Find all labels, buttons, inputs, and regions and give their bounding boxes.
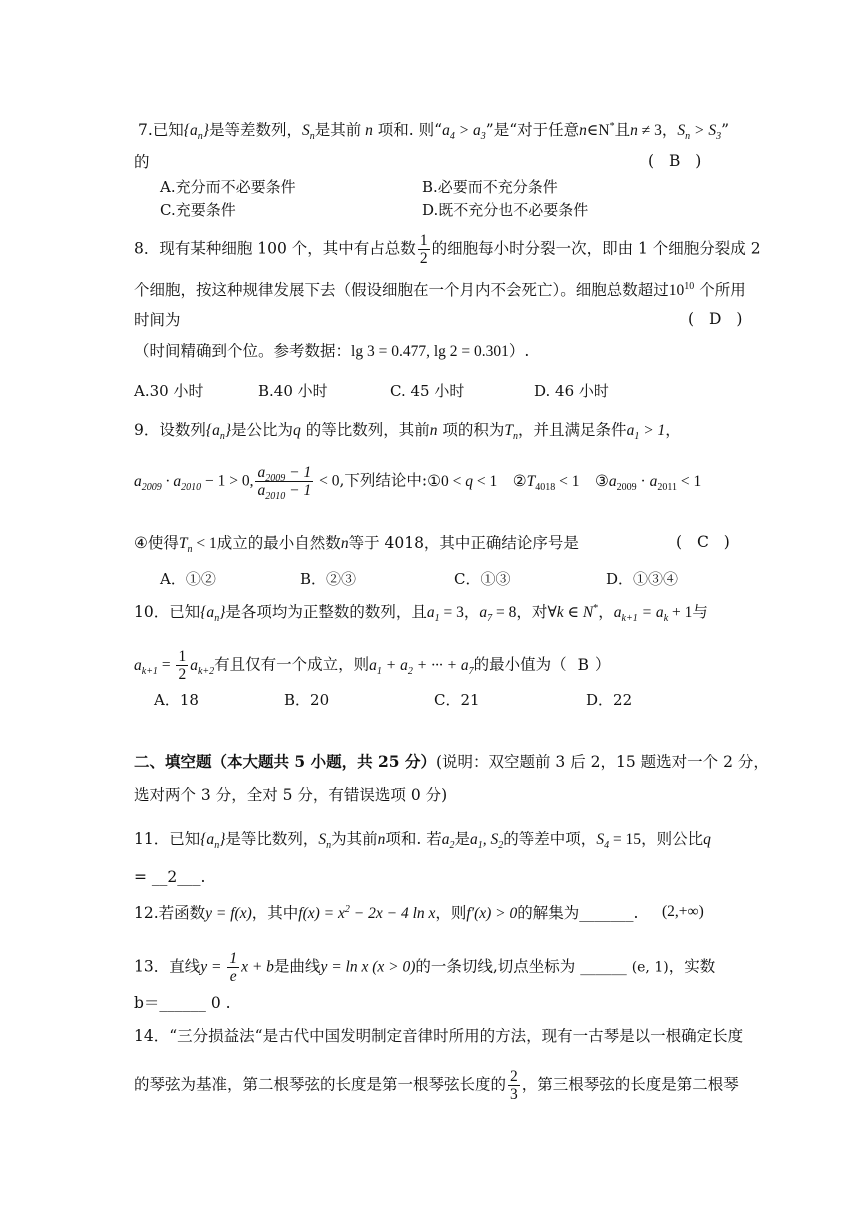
q10-option-c: C．21 [434, 691, 480, 709]
section-2-heading-line [134, 752, 769, 772]
q10-option-a: A．18 [154, 691, 199, 709]
section-2-note-2: 选对两个 3 分，全对 5 分，有错误选项 0 分) [134, 786, 448, 804]
q14-line-1: 14．“三分损益法“是古代中国发明制定音律时所用的方法，现有一古琴是以一根确定长度 [134, 1027, 744, 1045]
q8-option-d: D. 46 小时 [534, 382, 609, 400]
q9-line-1: 9．设数列$\{a_n\}$是公比为q 的等比数列，其前n 项的积为$T_n$，并且满足条件$a_1 > 1$， [134, 421, 681, 443]
q7-option-d: D.既不充分也不必要条件 [422, 201, 589, 219]
q8-option-b: B.40 小时 [258, 382, 328, 400]
q8-option-c: C. 45 小时 [390, 382, 465, 400]
q11-line-2: = __2___. [134, 868, 206, 886]
q9-line-3: ④使得$T_n < 1$成立的最小自然数n等于 4018，其中正确结论序号是 [134, 534, 579, 556]
q8-line-2: 个细胞，按这种规律发展下去（假设细胞在一个月内不会死亡）。细胞总数超过$10^{10}$ 个所用 [134, 280, 746, 299]
q7-option-b: B.必要而不充分条件 [422, 178, 558, 196]
q8-answer: ( D ) [688, 310, 743, 328]
q7-option-c: C.充要条件 [160, 201, 236, 219]
q7-line-1: 7.已知$\{a_n\}$是等差数列，$S_n$是其前 n 项和. 则“$a_4 > a_3$”是“对于任意n∈N*且n ≠ 3，$S_n > S_3$” [138, 120, 730, 143]
fraction-ratio: $\frac{a_{2009} - 1}{a_{2010} - 1}$ [257, 464, 312, 503]
section-2-note: (说明：双空题前 3 后 2，15 题选对一个 2 分， [435, 753, 769, 771]
q9-option-d: D．①③④ [606, 570, 679, 588]
q9-line-2: $a_{2009} \cdot a_{2010} - 1 > 0$, $\frac{a_{2009} - 1}{a_{2010} - 1}$ < 0,下列结论中:①0 < q < 1 $②T_{4018} < 1$ $③a_{2009} \cdot a_{2011} < 1$ [134, 464, 702, 503]
q13-answer-1: (e, 1) [631, 959, 669, 976]
q9-option-c: C．①③ [454, 570, 511, 588]
fraction-one-half: $\frac{1}{2}$ [178, 648, 187, 683]
q13-line-2: b＝______ 0 . [134, 994, 231, 1012]
q10-option-d: D．22 [586, 691, 633, 709]
fraction-two-thirds: $\frac{2}{3}$ [510, 1068, 518, 1103]
fraction-one-over-e: $\frac{1}{e}$ [229, 950, 238, 985]
q8-line-3: 时间为 [134, 311, 181, 329]
q10-option-b: B．20 [284, 691, 330, 709]
q10-answer: B [577, 655, 589, 674]
q9-option-b: B．②③ [300, 570, 357, 588]
q10-line-2: $a_{k+1}$ = $\frac{1}{2}$ $a_{k+2}$有且仅有一个成立，则$a_1 + a_2$ + ··· + $a_7$的最小值为（ B ） [134, 648, 611, 683]
q7-answer: ( B ) [648, 152, 702, 170]
q13-line-1: 13．直线y = $\frac{1}{e}$ x + b是曲线y = ln x (x > 0)的一条切线,切点坐标为 ______ (e, 1)，实数 [134, 950, 716, 985]
q7-option-a: A.充分而不必要条件 [160, 178, 296, 196]
q8-line-4: （时间精确到个位。参考数据：lg 3 = 0.477, lg 2 = 0.301）. [134, 342, 530, 360]
q9-answer: ( C ) [676, 533, 730, 551]
q9-option-a: A．①② [160, 570, 216, 588]
q10-line-1: 10．已知$\{a_n\}$是各项均为正整数的数列，且$a_1 = 3$，$a_7 = 8$，对∀k ∈ N*，$a_{k+1} = a_k + 1$与 [134, 602, 708, 625]
section-2-heading: 二、填空题（本大题共 5 小题，共 25 分） [134, 752, 436, 771]
q14-line-2: 的琴弦为基准，第二根琴弦的长度是第一根琴弦长度的 $\frac{2}{3}$ ，第三根琴弦的长度是第二根琴 [134, 1068, 739, 1103]
q8-option-a: A.30 小时 [134, 382, 204, 400]
q11-line-1: 11．已知$\{a_n\}$是等比数列，$S_n$为其前n项和. 若$a_2$是$a_1$, $S_2$的等差中项，$S_4 = 15$，则公比q [134, 830, 711, 852]
q8-line-1: 8．现有某种细胞 100 个，其中有占总数 $\frac{1}{2}$ 的细胞每小时分裂一次，即由 1 个细胞分裂成 2 [134, 232, 761, 267]
q12-answer: (2,+∞) [662, 903, 704, 920]
fraction-one-half: $\frac{1}{2}$ [419, 232, 428, 267]
q12-line: 12.若函数y = f(x)，其中$f(x) = x^2 - 2x - 4$ ln x，则f′(x) > 0的解集为_______. [134, 903, 639, 922]
q7-line-2: 的 [134, 153, 150, 171]
